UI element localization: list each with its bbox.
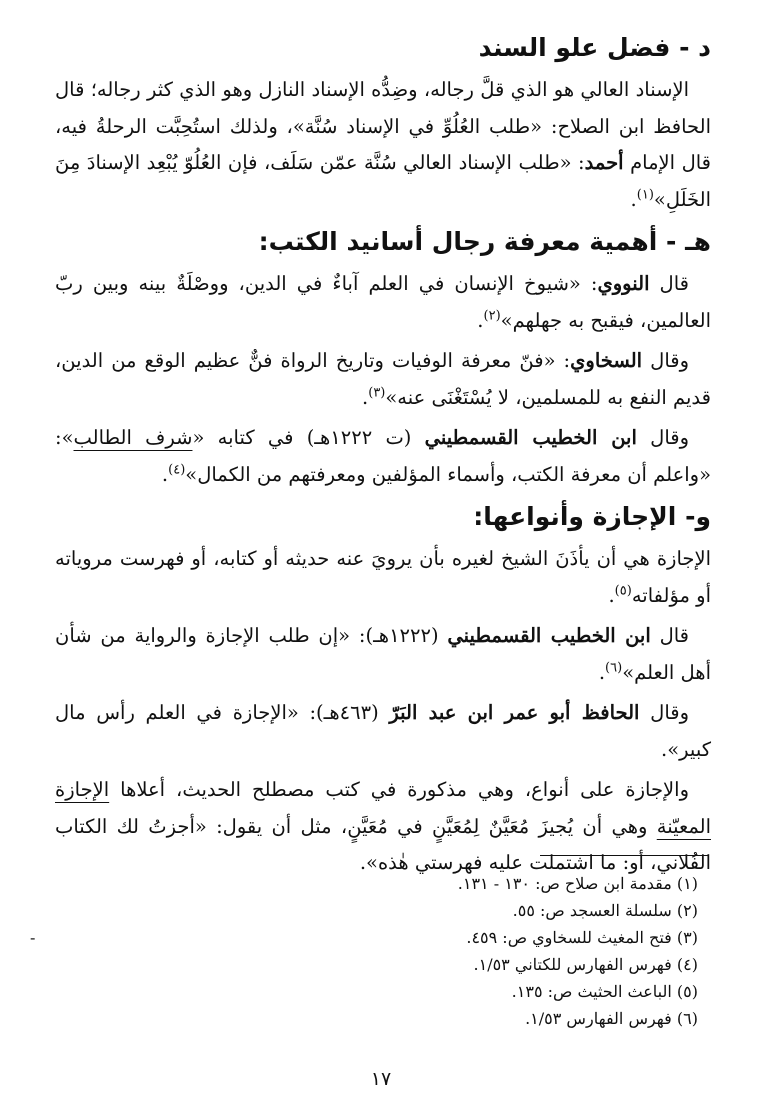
footnote-ref-4: (٤) <box>168 462 186 477</box>
footnote-separator <box>540 855 708 856</box>
text: وقال <box>642 349 690 372</box>
footnote-5: (٥) الباعث الحثيث ص: ١٣٥. <box>511 982 698 1001</box>
footnote-ref-3: (٣) <box>368 385 386 400</box>
paragraph-qasamtini-ijaza: قال ابن الخطيب القسمطيني (١٢٢٢هـ): «إن طلب الإجازة والرواية من شأن أهل العلم»$^{(٦)}$. <box>55 624 711 684</box>
paragraph-isnad-aali: الإسناد العالي هو الذي قلَّ رجاله، وضِدُّه الإسناد النازل وهو الذي كثر رجاله؛ قال الحافظ ابن الصلاح: «طلب العُلُوِّ في الإسناد سُنَّة»، ولذلك استُحِبَّت الرحلةُ فيه، قال الإمام أحمد: «طلب الإسناد العالي سُنَّة عمّن سَلَف، فإن العُلُوّ يُبْعِد الإسنادَ مِنَ الخَلَلِ»$^{(١)}$. <box>55 78 712 211</box>
scholar-name: ابن الخطيب القسمطيني <box>447 624 651 647</box>
section-heading-d: د - فضل علو السند <box>478 33 711 62</box>
page-number: ١٧ <box>370 1068 392 1090</box>
footnote-3: (٣) فتح المغيث للسخاوي ص: ٤٥٩. <box>466 928 698 947</box>
text: وهي أن يُجيزَ مُعَيَّنٌ لِمُعَيَّنٍ في مُعَيَّنٍ، مثل أن يقول: «أجزتُ لك الكتاب الفُلاني، أو: ما اشتملت عليه فهرستي هٰذه». <box>55 814 711 874</box>
book-title: شرف الطالب <box>73 426 193 449</box>
underlined-term: الإجازة المعيّنة <box>55 778 711 838</box>
text: وقال <box>639 701 689 724</box>
footnote-1: (١) مقدمة ابن صلاح ص: ١٣٠ - ١٣١. <box>457 874 698 893</box>
text: : «شيوخ الإنسان في العلم آباءٌ في الدين، ووصْلَةٌ بينه وبين ربّ العالمين، فيقبح به جهلهم» <box>55 272 711 332</box>
scholar-name: النووي <box>597 272 650 295</box>
footnote-ref-2: (٢) <box>483 308 501 323</box>
paragraph-ijaza-types <box>55 772 711 882</box>
footnote-2: (٢) سلسلة العسجد ص: ٥٥. <box>512 901 698 920</box>
text: وقال <box>636 426 689 449</box>
text: : «فنّ معرفة الوفيات وتاريخ الرواة فنٌّ عظيم الوقع من الدين، قديم النفع به للمسلمين، لا يُسْتَغْنَى عنه» <box>55 349 711 409</box>
section-heading-w: و- الإجازة وأنواعها: <box>473 502 711 531</box>
paragraph-ijaza-definition: الإجازة هي أن يأذَنَ الشيخ لغيره بأن يرويَ عنه حديثه أو كتابه، أو فهرست مروياته أو مؤلفاته$^{(٥)}$. <box>55 547 711 607</box>
text: (١٢٢٢هـ): «إن طلب الإجازة والرواية من شأن أهل العلم» <box>55 624 711 684</box>
paragraph-ibn-abd-al-barr <box>55 695 711 768</box>
footnotes <box>278 870 698 1032</box>
footnote-ref-1: (١) <box>636 187 654 202</box>
paragraph-nawawi: قال النووي: «شيوخ الإنسان في العلم آباءٌ في الدين، ووصْلَةٌ بينه وبين ربّ العالمين، فيقبح به جهلهم»$^{(٢)}$. <box>55 272 711 332</box>
text: (٤٦٣هـ): «الإجازة في العلم رأس مال كبير». <box>55 701 711 761</box>
scholar-name: أحمد <box>584 151 624 174</box>
footnote-ref-5: (٥) <box>614 583 632 598</box>
text: الإسناد العالي هو الذي قلَّ رجاله، وضِدُّه الإسناد النازل وهو الذي كثر رجاله؛ قال الحافظ ابن الصلاح: «طلب العُلُوِّ في الإسناد سُنَّة»، ولذلك استُحِبَّت الرحلةُ فيه، قال الإمام <box>55 78 712 174</box>
scholar-name: ابن الخطيب القسمطيني <box>424 426 637 449</box>
paragraph-qasamtini: وقال ابن الخطيب القسمطيني (ت ١٢٢٢هـ) في كتابه «شرف الطالب»: «واعلم أن معرفة الكتب، وأسماء المؤلفين ومعرفتهم من الكمال»$^{(٤)}$. <box>55 426 711 486</box>
margin-mark: - <box>30 928 36 947</box>
text: »: «واعلم أن معرفة الكتب، وأسماء المؤلفين ومعرفتهم من الكمال» <box>55 426 711 486</box>
footnote-ref-6: (٦) <box>605 660 623 675</box>
text: والإجازة على أنواع، وهي مذكورة في كتب مصطلح الحديث، أعلاها <box>109 778 689 801</box>
footnote-6: (٦) فهرس الفهارس ١/٥٣. <box>525 1009 698 1028</box>
text: قال <box>649 272 689 295</box>
page-body <box>55 28 711 886</box>
section-heading-h: هـ - أهمية معرفة رجال أسانيد الكتب: <box>258 227 711 256</box>
text: قال <box>650 624 689 647</box>
text: : «طلب الإسناد العالي سُنَّة عمّن سَلَف، فإن العُلُوّ يُبْعِد الإسنادَ مِنَ الخَلَلِ» <box>55 151 711 211</box>
paragraph-sakhawi: وقال السخاوي: «فنّ معرفة الوفيات وتاريخ الرواة فنٌّ عظيم الوقع من الدين، قديم النفع به للمسلمين، لا يُسْتَغْنَى عنه»$^{(٣)}$. <box>55 349 711 409</box>
footnote-4: (٤) فهرس الفهارس للكتاني ١/٥٣. <box>473 955 698 974</box>
scholar-name: الحافظ أبو عمر ابن عبد البَرّ <box>389 701 640 724</box>
scholar-name: السخاوي <box>570 349 643 372</box>
text: (ت ١٢٢٢هـ) في كتابه « <box>192 426 425 449</box>
text: الإجازة هي أن يأذَنَ الشيخ لغيره بأن يرويَ عنه حديثه أو كتابه، أو فهرست مروياته أو مؤلفاته <box>55 547 711 607</box>
